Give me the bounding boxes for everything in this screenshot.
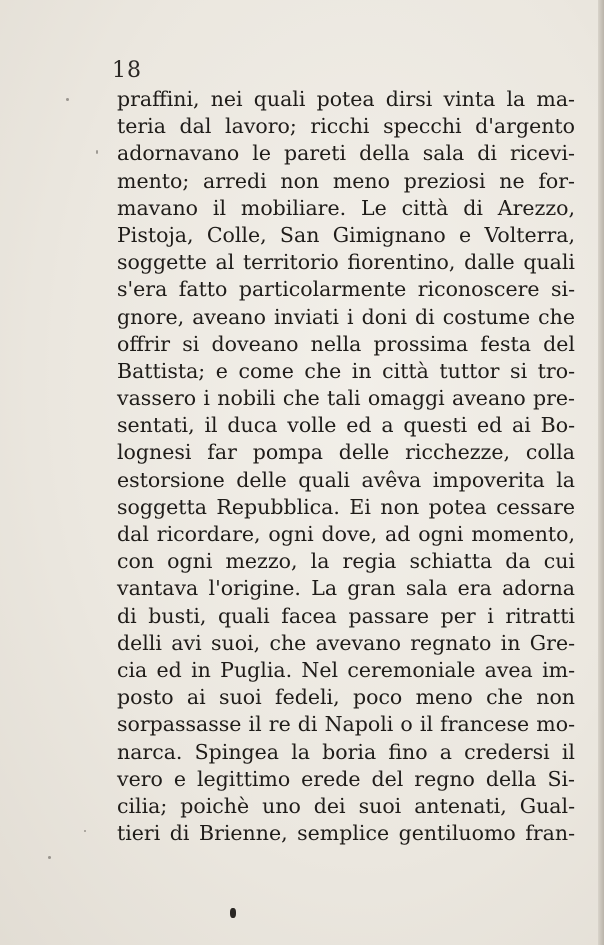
paper-speck xyxy=(84,830,86,832)
text-line: sorpassasse il re di Napoli o il francese mo- xyxy=(117,712,575,737)
text-line: s'era fatto particolarmente riconoscere si- xyxy=(117,277,575,302)
text-line: narca. Spingea la boria fino a credersi il xyxy=(117,739,575,764)
page-edge xyxy=(598,0,604,945)
text-line: dal ricordare, ogni dove, ad ogni momento, xyxy=(117,522,575,546)
text-line: cia ed in Puglia. Nel ceremoniale avea im- xyxy=(117,657,575,682)
text-line: Battista; e come che in città tuttor si tro- xyxy=(117,358,575,383)
paper-speck xyxy=(66,98,69,101)
text-line: delli avi suoi, che avevano regnato in Gre- xyxy=(117,630,575,655)
text-line: con ogni mezzo, la regia schiatta da cui xyxy=(117,549,575,574)
text-line: vero e legittimo erede del regno della Si- xyxy=(117,766,575,791)
ink-blot xyxy=(230,908,236,918)
text-line: vassero i nobili che tali omaggi aveano pre- xyxy=(117,386,575,411)
text-line: adornavano le pareti della sala di ricevi- xyxy=(117,141,575,166)
text-line: mavano il mobiliare. Le città di Arezzo, xyxy=(117,195,575,220)
text-line: Pistoja, Colle, San Gimignano e Volterra, xyxy=(117,222,575,247)
paper-speck xyxy=(48,856,51,859)
text-line: posto ai suoi fedeli, poco meno che non xyxy=(117,685,575,710)
text-line: estorsione delle quali avêva impoverita la xyxy=(117,467,575,492)
text-line: offrir si doveano nella prossima festa del xyxy=(117,331,575,356)
text-line: cilia; poichè uno dei suoi antenati, Gual- xyxy=(117,793,575,818)
paper-speck xyxy=(96,150,98,154)
text-line: soggetta Repubblica. Ei non potea cessare xyxy=(117,494,575,519)
text-line: soggette al territorio fiorentino, dalle quali xyxy=(117,250,575,275)
text-line: tieri di Brienne, semplice gentiluomo fran- xyxy=(117,821,575,846)
text-line: gnore, aveano inviati i doni di costume che xyxy=(117,304,575,329)
page-number: 18 xyxy=(112,58,142,83)
text-line: mento; arredi non meno preziosi ne for- xyxy=(117,168,575,193)
text-line: sentati, il duca volle ed a questi ed ai Bo- xyxy=(117,413,575,438)
text-line: praffini, nei quali potea dirsi vinta la ma- xyxy=(117,87,575,111)
text-line: di busti, quali facea passare per i ritratti xyxy=(117,603,575,628)
text-line: vantava l'origine. La gran sala era adorna xyxy=(117,576,575,601)
body-text xyxy=(117,86,575,847)
text-line: lognesi far pompa delle ricchezze, colla xyxy=(117,440,575,465)
text-line: teria dal lavoro; ricchi specchi d'argento xyxy=(117,114,575,139)
